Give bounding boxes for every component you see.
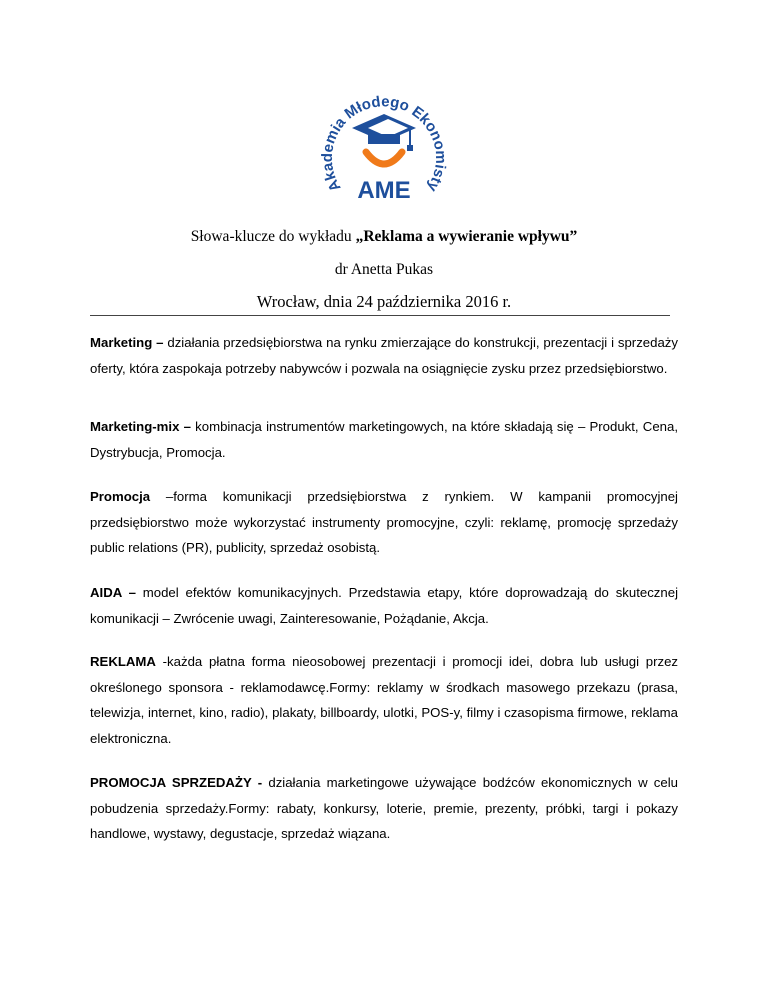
entry-text: –forma komunikacji przedsiębiorstwa z rynkiem. W kampanii promocyjnej przedsiębiorstwo może wykorzystać instrumenty promocyjne, czyli: reklamę, promocję sprzedaży public relations (PR), publicity, sprzedaż osobistą. xyxy=(90,489,678,555)
author: dr Anetta Pukas xyxy=(334,261,434,278)
entry-term: Marketing – xyxy=(90,335,164,350)
title-bold: „Reklama a wywieranie wpływu” xyxy=(355,228,578,245)
title-prefix: Słowa-klucze do wykładu xyxy=(190,228,356,245)
ame-logo-graphic xyxy=(312,74,456,218)
entry-marketing-mix xyxy=(90,414,678,465)
logo-arc-text: Akademia Młodego Ekonomisty xyxy=(318,93,450,195)
lecture-title xyxy=(0,228,768,246)
graduation-cap-icon xyxy=(352,114,416,151)
entry-text: działania marketingowe używające bodźców ekonomicznych w celu pobudzenia sprzedaży.Formy: rabaty, konkursy, loterie, premie, prezenty, próbki, targi i pokazy handlowe, wystawy, degustacje, sprzedaż wiązana. xyxy=(90,775,678,841)
ame-logo xyxy=(312,74,456,218)
entry-marketing xyxy=(90,330,678,381)
entry-term: Promocja xyxy=(90,489,151,504)
entry-term: REKLAMA xyxy=(90,654,156,669)
entry-promocja-sprzedazy xyxy=(90,770,678,847)
entry-text: model efektów komunikacyjnych. Przedstawia etapy, które doprowadzają do skutecznej komunikacji – Zwrócenie uwagi, Zainteresowanie, Pożądanie, Akcja. xyxy=(90,585,678,626)
logo-abbr: AME xyxy=(357,177,411,204)
entry-aida xyxy=(90,580,678,631)
entry-term: PROMOCJA SPRZEDAŻY - xyxy=(90,775,263,790)
divider-line xyxy=(90,315,670,316)
entry-reklama xyxy=(90,649,678,751)
entry-text: kombinacja instrumentów marketingowych, na które składają się – Produkt, Cena, Dystrybucja, Promocja. xyxy=(90,419,678,460)
place-date: Wrocław, dnia 24 października 2016 r. xyxy=(256,292,512,311)
smile-icon xyxy=(366,152,402,164)
entry-term: Marketing-mix – xyxy=(90,419,191,434)
entry-term: AIDA – xyxy=(90,585,136,600)
entry-text: -każda płatna forma nieosobowej prezentacji i promocji idei, dobra lub usługi przez określonego sponsora - reklamodawcę.Formy: reklamy w środkach masowego przekazu (prasa, telewizja, internet, kino, radio), plakaty, billboardy, ulotki, POS-y, filmy i czasopisma firmowe, reklama elektroniczna. xyxy=(90,654,678,746)
entry-text: działania przedsiębiorstwa na rynku zmierzające do konstrukcji, prezentacji i sprzedaży oferty, która zaspokaja potrzeby nabywców i pozwala na osiągnięcie zysku przez przedsiębiorstwo. xyxy=(90,335,678,376)
entry-promocja xyxy=(90,484,678,561)
